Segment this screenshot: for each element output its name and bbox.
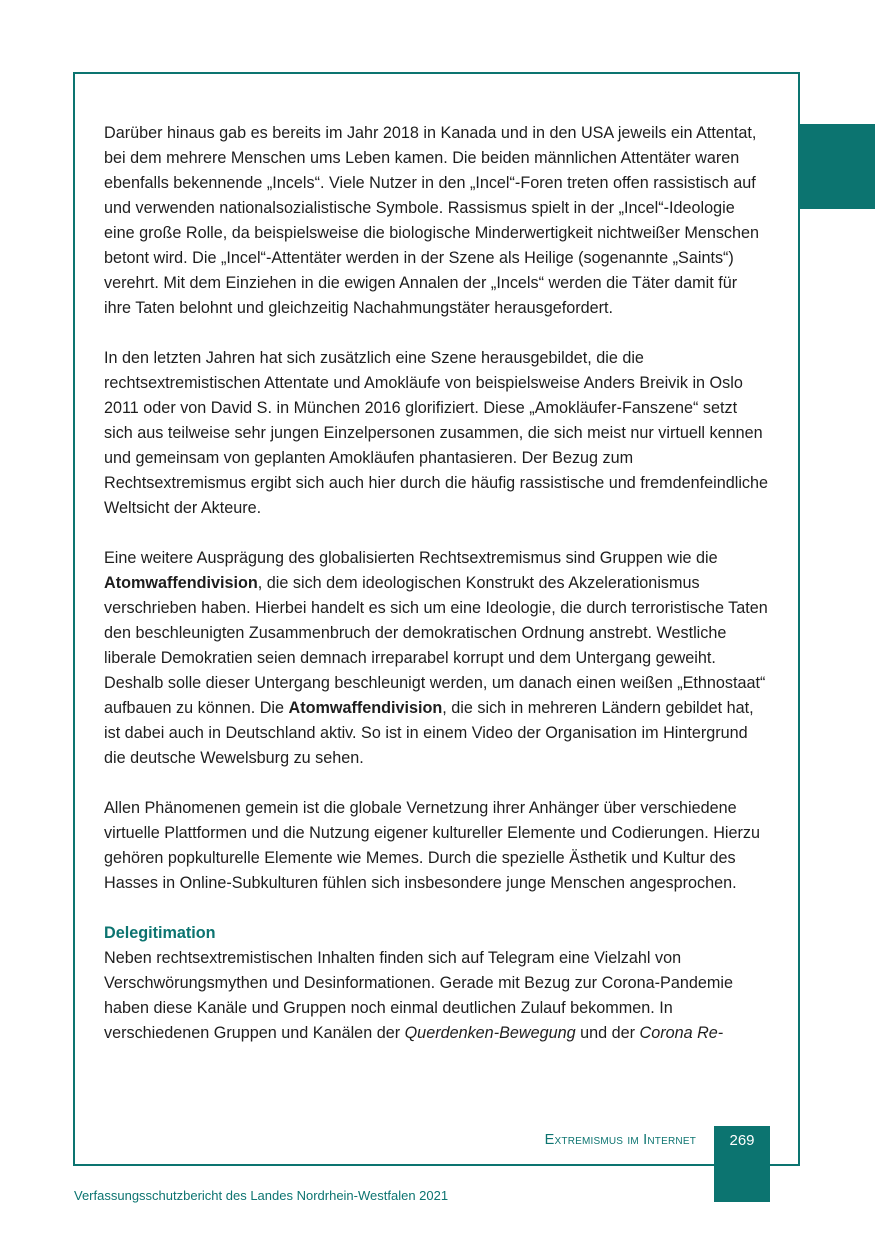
paragraph-incel: Darüber hinaus gab es bereits im Jahr 2018 in Kanada und in den USA jeweils ein Attentat, bei dem mehrere Menschen ums Leben kamen. Die beiden männlichen Attentäter waren ebenfalls bekennende „Incels“. Viele Nutzer in den „Incel“-Foren treten offen rassistisch auf und verwenden nationalsozialistische Symbole. Rassismus spielt in der „Incel“-Ideologie eine große Rolle, da beispielsweise die biologische Minderwertigkeit nichtweißer Menschen betont wird. Die „Incel“-Attentäter werden in der Szene als Heilige (sogenannte „Saints“) verehrt. Mit dem Einziehen in die ewigen Annalen der „Incels“ werden die Täter damit für ihre Taten belohnt und gleichzeitig Nachahmungstäter herausgefordert. <box>104 124 760 317</box>
paragraph-delegitimation <box>104 946 768 1046</box>
text-span: , die sich in mehreren Ländern gebildet hat, ist dabei auch in Deutschland aktiv. So ist in einem Video der Organisation im Hintergrund die deutsche Wewelsburg zu sehen. <box>104 699 754 767</box>
text-span: Neben rechtsextremistischen Inhalten finden sich auf Telegram eine Vielzahl von Verschwörungsmythen und Desinformationen. Gerade mit Bezug zur Corona-Pandemie haben diese Kanäle und Gruppen noch einmal deutlichen Zulauf bekommen. In verschiedenen Gruppen und Kanälen der <box>104 949 733 1042</box>
bold-term: Atomwaffendivision <box>104 574 258 592</box>
text-span: , die sich dem ideologischen Konstrukt des Akzelerationismus verschrieben haben. Hierbei handelt es sich um eine Ideologie, die durch terroristische Taten den beschleunigten Zusammenbruch der demokratischen Ordnung anstrebt. Westliche liberale Demokratien seien demnach irreparabel korrupt und dem Untergang geweiht. Deshalb solle dieser Untergang beschleunigt werden, um danach einen weißen „Ethnostaat“ aufbauen zu können. Die <box>104 574 768 717</box>
main-text <box>104 121 768 1046</box>
text-span: und der <box>575 1024 640 1042</box>
paragraph-akzelerationismus <box>104 546 768 771</box>
running-title: Extremismus im Internet <box>544 1132 696 1148</box>
paragraph-amok-fanszene: In den letzten Jahren hat sich zusätzlich eine Szene herausgebildet, die die rechtsextremistischen Attentate und Amokläufe von beispielsweise Anders Breivik in Oslo 2011 oder von David S. in München 2016 glorifiziert. Diese „Amokläufer-Fanszene“ setzt sich aus teilweise sehr jungen Einzelpersonen zusammen, die sich meist nur virtuell kennen und gemeinsam von geplanten Amokläufen phantasieren. Der Bezug zum Rechtsextremismus ergibt sich auch hier durch die häufig rassistische und fremdenfeindliche Weltsicht der Akteure. <box>104 349 769 517</box>
italic-term: Querdenken-Bewegung <box>404 1024 576 1042</box>
italic-term: Corona Re- <box>639 1024 724 1042</box>
bold-term: Atomwaffendivision <box>288 699 443 717</box>
page-number-box <box>714 1126 770 1202</box>
paragraph-vernetzung: Allen Phänomenen gemein ist die globale Vernetzung ihrer Anhänger über verschiedene virtuelle Plattformen und die Nutzung eigener kultureller Elemente und Codierungen. Hierzu gehören popkulturelle Elemente wie Memes. Durch die spezielle Ästhetik und Kultur des Hasses in Online-Subkulturen fühlen sich insbesondere junge Menschen angesprochen. <box>104 799 760 892</box>
chapter-tab-marker <box>798 124 875 209</box>
footer-publication-title: Verfassungsschutzbericht des Landes Nordrhein-Westfalen 2021 <box>74 1188 449 1203</box>
text-span: Eine weitere Ausprägung des globalisierten Rechtsextremismus sind Gruppen wie die <box>104 549 718 567</box>
page-number: 269 <box>729 1132 755 1149</box>
section-heading: Delegitimation <box>104 924 216 942</box>
